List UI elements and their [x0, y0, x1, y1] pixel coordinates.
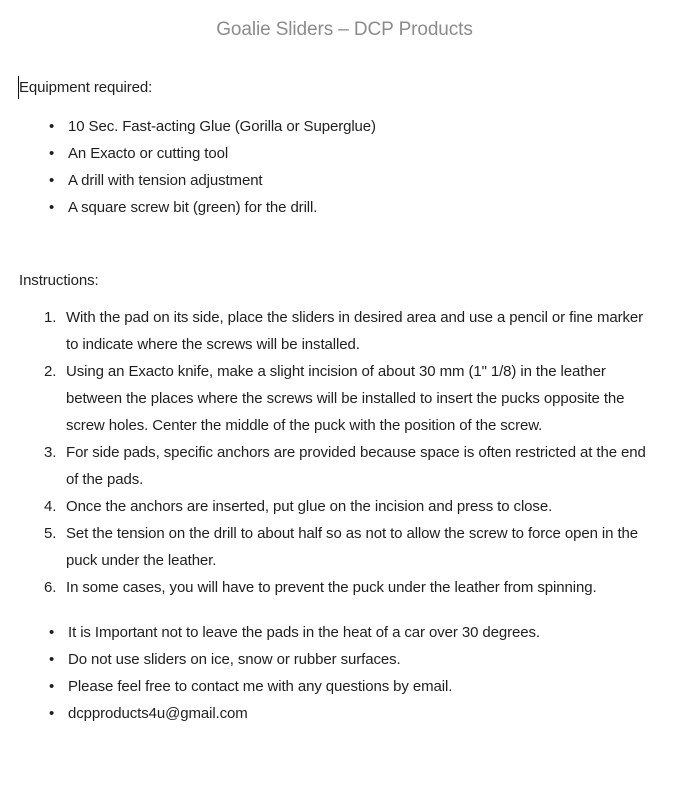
note-item: • Do not use sliders on ice, snow or rubber surfaces. [48, 646, 665, 673]
equipment-item: • 10 Sec. Fast-acting Glue (Gorilla or Superglue) [48, 113, 655, 140]
text-cursor [18, 76, 19, 99]
note-item: • Please feel free to contact me with any questions by email. [48, 673, 665, 700]
note-item: • It is Important not to leave the pads in the heat of a car over 30 degrees. [48, 619, 665, 646]
notes-list [0, 619, 689, 727]
document-title: Goalie Sliders – DCP Products [216, 19, 473, 40]
instruction-step: With the pad on its side, place the sliders in desired area and use a pencil or fine marker to indicate where the screws will be installed. [66, 309, 644, 353]
instruction-step: For side pads, specific anchors are provided because space is often restricted at the end of the pads. [66, 444, 646, 488]
instructions-list [0, 304, 689, 601]
instruction-step: In some cases, you will have to prevent the puck under the leather from spinning. [66, 579, 597, 596]
instruction-step: Using an Exacto knife, make a slight incision of about 30 mm (1" 1/8) in the leather between the places where the screws will be installed to insert the pucks opposite the screw holes. Center the middle of the puck with the position of the screw. [66, 363, 625, 434]
equipment-heading-label: Equipment required: [19, 79, 153, 96]
instructions-heading: Instructions: [19, 272, 99, 289]
equipment-item: • An Exacto or cutting tool [48, 140, 655, 167]
equipment-item: • A square screw bit (green) for the drill. [48, 194, 655, 221]
instruction-step: Once the anchors are inserted, put glue on the incision and press to close. [66, 498, 553, 515]
equipment-item: • A drill with tension adjustment [48, 167, 655, 194]
instruction-step: Set the tension on the drill to about half so as not to allow the screw to force open in the puck under the leather. [66, 525, 638, 569]
equipment-list [0, 113, 689, 221]
equipment-heading [0, 74, 689, 101]
note-item email-text: • dcpproducts4u@gmail.com [48, 700, 665, 727]
